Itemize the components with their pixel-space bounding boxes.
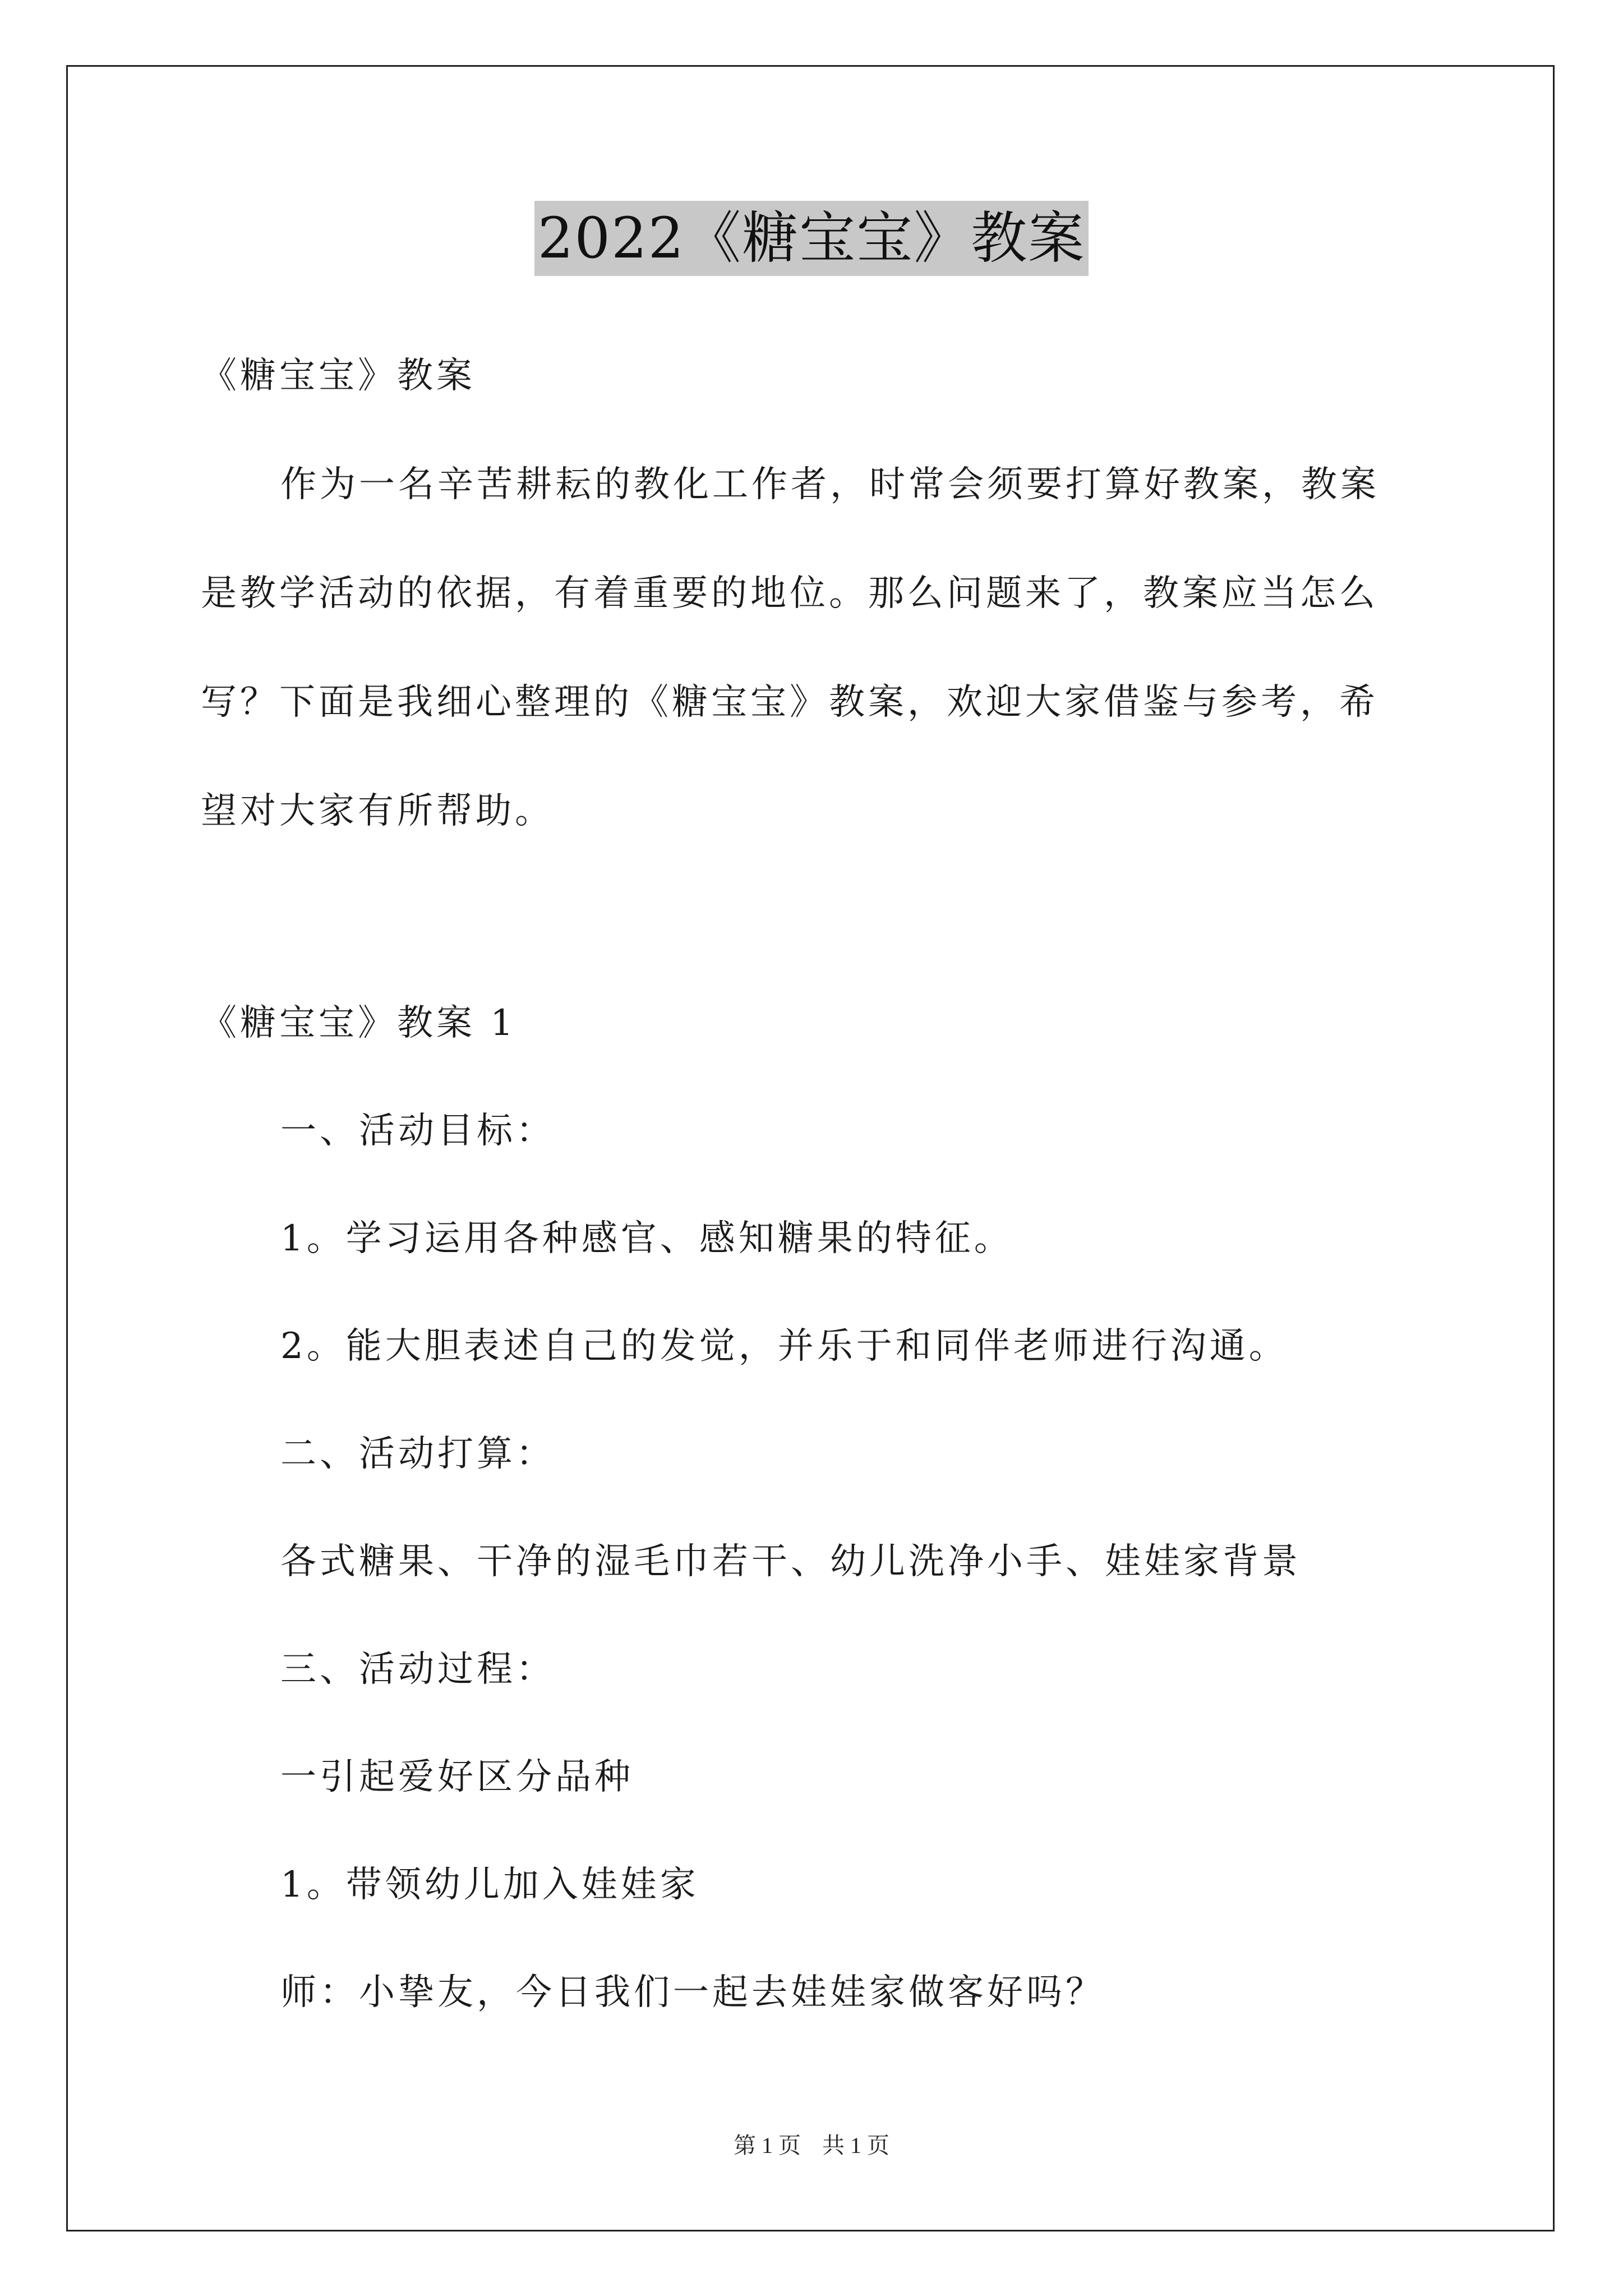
page-number-total: 共 1 页 [822, 2133, 889, 2158]
document-title: 2022《糖宝宝》教案 [534, 201, 1089, 276]
page-footer [0, 2132, 1623, 2160]
body-line-materials: 各式糖果、干净的湿毛巾若干、幼儿洗净小手、娃娃家背景 [280, 1541, 1301, 1582]
title-container [0, 201, 1623, 276]
body-line-step-1-1: 1。带领幼儿加入娃娃家 [280, 1864, 699, 1906]
body-line-objective-2: 2。能大胆表述自己的发觉，并乐于和同伴老师进行沟通。 [280, 1326, 1288, 1367]
intro-line-4: 望对大家有所帮助。 [201, 790, 554, 832]
document-subtitle: 《糖宝宝》教案 [201, 355, 476, 397]
body-line-step-1: 一引起爱好区分品种 [280, 1756, 634, 1798]
intro-line-1: 作为一名辛苦耕耘的教化工作者，时常会须要打算好教案，教案 [280, 464, 1380, 505]
intro-line-2: 是教学活动的依据，有着重要的地位。那么问题来了，教案应当怎么 [201, 573, 1378, 614]
body-line-objectives-heading: 一、活动目标： [280, 1110, 555, 1152]
section-heading: 《糖宝宝》教案 1 [201, 1002, 517, 1044]
body-line-dialogue: 师：小挚友，今日我们一起去娃娃家做客好吗？ [280, 1972, 1105, 2013]
body-line-objective-1: 1。学习运用各种感官、感知糖果的特征。 [280, 1218, 1013, 1259]
page-number-current: 第 1 页 [734, 2133, 801, 2158]
body-line-process-heading: 三、活动过程： [280, 1649, 555, 1690]
intro-line-3: 写？下面是我细心整理的《糖宝宝》教案，欢迎大家借鉴与参考，希 [201, 682, 1378, 723]
body-line-preparation-heading: 二、活动打算： [280, 1433, 555, 1475]
